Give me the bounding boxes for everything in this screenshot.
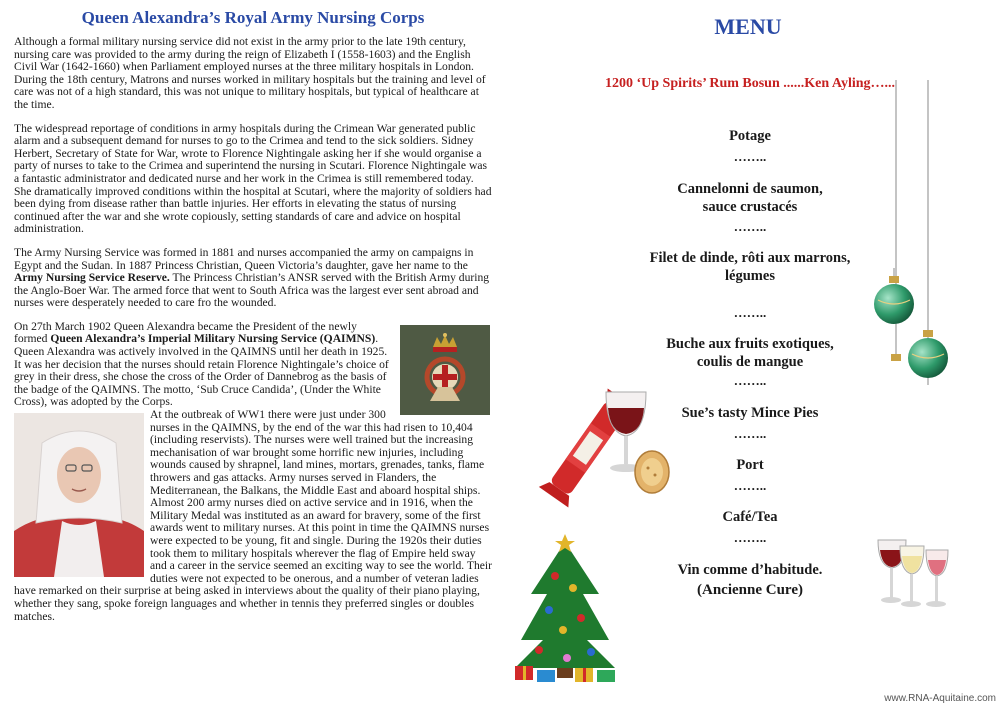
course-port: Port <box>736 457 764 473</box>
mince-pie-icon <box>632 448 672 496</box>
course-separator: …….. <box>733 530 767 545</box>
course-separator: …….. <box>733 373 767 388</box>
ansr-name: Army Nursing Service Reserve. <box>14 271 170 285</box>
christmas-tree-icon <box>511 532 619 684</box>
bauble-ornament-icon <box>906 326 950 382</box>
menu-title: MENU <box>714 14 782 39</box>
paragraph-crimea: The widespread reportage of conditions in army hospitals during the Crimean War generated public alarm and a subsequent demand for nurses to go to the Crimea and tend to the sick soldiers. Sidney Herbert, Secretary of State for War, wrote to Florence Nightingale asking her if she would organise a party of nurses to take to the Crimea and superintend the nursing in Scutari. Florence Nightingale was a fantastic administrator and dedicated nurse and her work in the Crimea is still remembered today. She dramatically improved conditions within the hospital at Scutari, where the majority of soldiers had been dying from disease rather than battle injuries. Her efforts in elevating the status of nursing continued after the war and she wrote copiously, setting standards of care and advice on hospital administration. <box>14 121 492 236</box>
site-footer: www.RNA-Aquitaine.com <box>884 693 996 704</box>
paragraph-ww1: At the outbreak of WW1 there were just under 300 nurses in the QAIMNS, by the end of the war this had risen to 10,404 (including reservists). The nurses were well trained but the increasing mechanisation of war brought some horrific new injuries, including wounds caused by shrapnel, land mines, mortars, grenades, tanks, flame throwers and gas attacks. Army nurses served in Flanders, the Mediterranean, the Balkans, the Middle East and aboard hospital ships. Almost 200 army nurses died on active service and in 1916, when the Military Medal was instituted as an award for bravery, some of the first awards went to military nurses. At this point in time the QAIMNS nurses were expected to be young, fit and single. During the 1920s their duties took them to military hospitals wherever the flag of Empire held sway and a career in the service seemed an exciting way to see the world. Their duties were not expected to be onerous, and a number of veteran ladies have remarked on their surprise at being asked in interviews about the quality of their piano playing, whether they sang, spoke foreign languages and whether in tennis they preferred singles or doubles matches. <box>14 408 492 623</box>
course-turkey: Filet de dinde, rôti aux marrons, légumes <box>649 250 851 284</box>
article-title: Queen Alexandra’s Royal Army Nursing Corps <box>81 8 425 27</box>
paragraph-qaimns: On 27th March 1902 Queen Alexandra became the President of the newly formed Queen Alexandra’s Imperial Military Nursing Service (QAIMNS). Queen Alexandra was actively involved in the QAIMNS until her death in 1925. It was her decision that the nurses should retain Florence Nightingale’s choice of grey in their dress, she chose the cross of the Order of Dannebrog as the basis of the badge of the QAIMNS. The motto, ‘Sub Cruce Candida’, (Under the White Cross), was adopted by the Corps. <box>14 319 389 409</box>
paragraph-ans: The Army Nursing Service was formed in 1881 and nurses accompanied the army on campaigns in Egypt and the Sudan. In 1887 Princess Christian, Queen Victoria’s daughter, gave her name to the Army Nursing Service Reserve. The Princess Christian’s ANSR served with the British Army during the Anglo-Boer War. The armed force that went to South Africa was the largest ever sent abroad and nurses were desperately needed to care fro the wounded. <box>14 245 490 310</box>
paragraph-history: Although a formal military nursing service did not exist in the army prior to the late 19th century, nursing care was provided to the army during the reign of Elizabeth I (1558-1603) and the English Civil War (1642-1660) when Parliament employed nurses at the three military hospitals in London. During the 18th century, Matrons and nurses worked in military hospitals but the training and level of care was not of a high standard, this was not unique to military hospitals, but typical of healthcare at the time. <box>14 35 486 111</box>
wine-glasses-icon <box>874 536 954 612</box>
course-cannelloni: Cannelonni de saumon, sauce crustacés <box>677 181 823 215</box>
crest-badge-icon <box>400 325 490 415</box>
crest-badge-image <box>400 325 490 415</box>
course-potage: Potage <box>729 128 771 144</box>
course-mince-pies: Sue’s tasty Mince Pies <box>681 405 819 421</box>
article-column <box>14 8 492 623</box>
course-separator: …….. <box>733 426 767 441</box>
up-spirits-line: 1200 ‘Up Spirits’ Rum Bosun ......Ken Ayling…... <box>604 76 896 91</box>
nurse-portrait-icon <box>14 413 144 577</box>
course-separator: …….. <box>733 149 767 164</box>
course-coffee: Café/Tea <box>722 509 778 525</box>
course-wine: Vin comme d’habitude. <box>677 562 823 578</box>
bauble-ornament-icon <box>872 268 916 328</box>
qaimns-name: Queen Alexandra’s Imperial Military Nursing Service (QAIMNS) <box>50 332 376 346</box>
course-separator: …….. <box>733 305 767 320</box>
course-separator: …….. <box>733 478 767 493</box>
course-buche: Buche aux fruits exotiques, coulis de mangue <box>666 336 834 370</box>
nurse-portrait-image <box>14 413 144 577</box>
course-wine-name: (Ancienne Cure) <box>697 582 803 598</box>
course-separator: …….. <box>733 219 767 234</box>
